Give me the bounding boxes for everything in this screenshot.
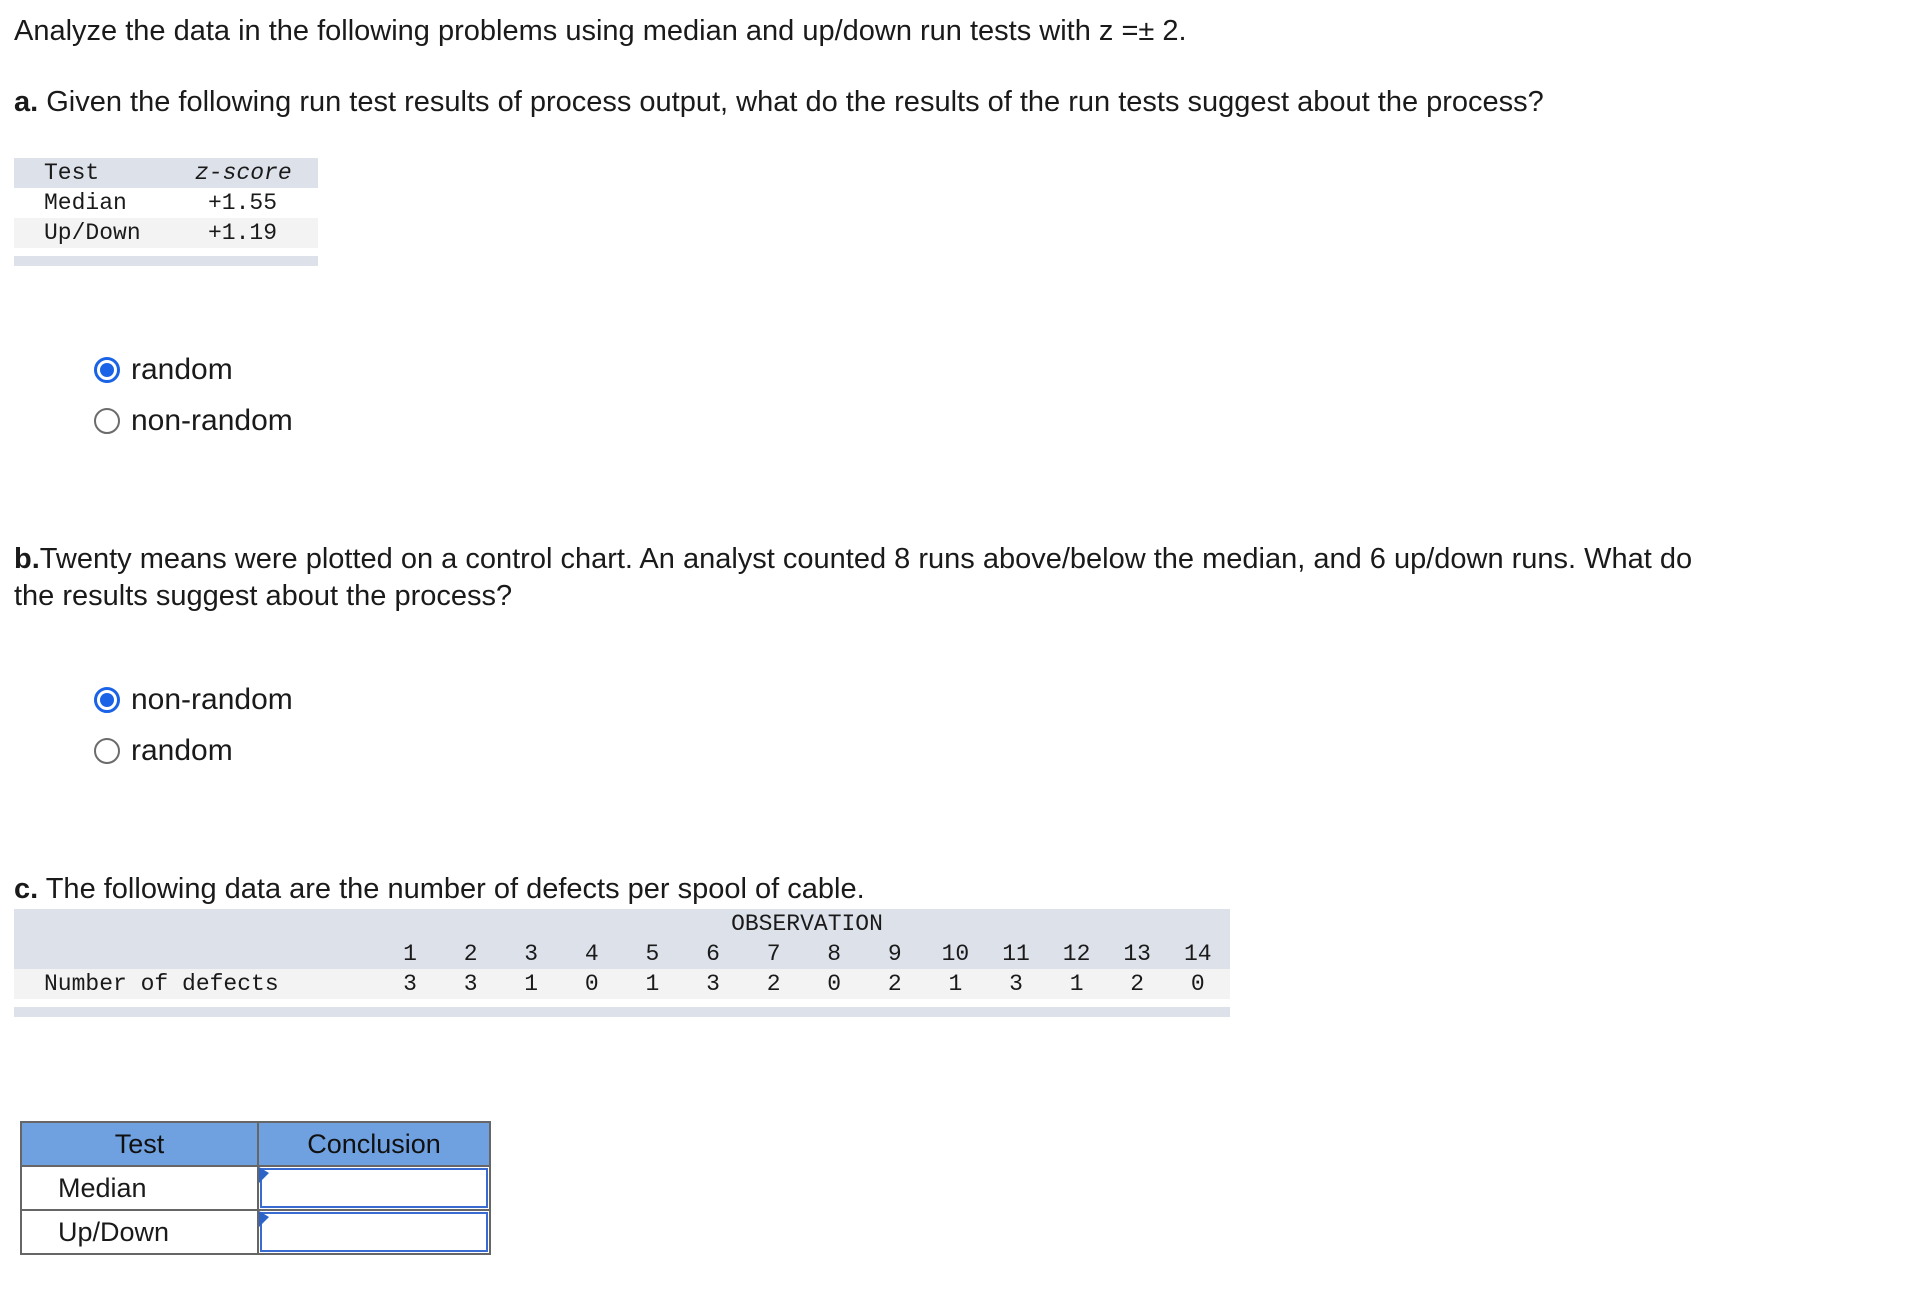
header-test: Test	[21, 1122, 258, 1166]
radio-option-non-random[interactable]	[94, 399, 293, 443]
row-test: Up/Down	[44, 220, 141, 246]
observation-number: 1	[403, 941, 417, 967]
conclusion-select[interactable]	[260, 1212, 488, 1252]
observation-number: 7	[766, 941, 781, 967]
defect-count: 1	[1069, 971, 1084, 997]
observation-number: 14	[1183, 941, 1212, 967]
observation-number: 5	[645, 941, 660, 967]
radio-option-random[interactable]	[94, 348, 293, 392]
table-row	[14, 218, 318, 248]
radio-label: non-random	[131, 404, 293, 437]
dropdown-marker-icon	[259, 1211, 269, 1227]
defect-count: 1	[948, 971, 963, 997]
observation-number: 8	[827, 941, 842, 967]
header-conclusion: Conclusion	[258, 1122, 490, 1166]
defect-count: 3	[403, 971, 417, 997]
defect-count: 0	[1190, 971, 1205, 997]
group-header-observation: OBSERVATION	[731, 911, 883, 937]
group-header-row	[14, 909, 1230, 939]
part-b-text: Twenty means were plotted on a control chart. An analyst counted 8 runs above/below the median, and 6 up/down runs. What do	[39, 543, 1693, 575]
part-b-options	[94, 678, 293, 773]
part-c-table	[14, 909, 1230, 1017]
part-a-question	[14, 84, 1544, 120]
observation-number: 11	[1002, 941, 1030, 967]
defect-count: 0	[584, 971, 599, 997]
radio-label: non-random	[131, 683, 293, 716]
part-b-label: b.	[14, 543, 40, 575]
table-row	[21, 1166, 490, 1210]
defect-count: 0	[827, 971, 842, 997]
row-z-score: +1.55	[208, 190, 278, 216]
header-test: Test	[44, 160, 100, 186]
defect-count: 1	[524, 971, 539, 997]
radio-option-random[interactable]	[94, 729, 293, 773]
observation-number: 3	[524, 941, 539, 967]
radio-label: random	[131, 353, 233, 386]
part-c-label: c.	[14, 873, 39, 905]
radio-unselected-icon[interactable]	[94, 738, 120, 764]
defect-count: 2	[1130, 971, 1145, 997]
row-z-score: +1.19	[208, 220, 278, 246]
radio-unselected-icon[interactable]	[94, 408, 120, 434]
defect-count: 1	[645, 971, 660, 997]
part-a-options	[94, 348, 293, 443]
conclusion-dropdown-median[interactable]	[258, 1166, 490, 1210]
part-a-text: Given the following run test results of process output, what do the results of the run tests suggest about the process?	[38, 86, 1544, 118]
defect-count: 2	[766, 971, 781, 997]
part-a-label: a.	[14, 86, 39, 118]
defects-row	[14, 969, 1230, 999]
observation-number: 4	[584, 941, 599, 967]
defect-count: 3	[706, 971, 720, 997]
observation-number: 13	[1123, 941, 1151, 967]
header-z-score: z-score	[195, 160, 292, 186]
part-b-question-line1	[14, 541, 1692, 577]
observation-number: 9	[887, 941, 902, 967]
table-header-row	[14, 158, 318, 188]
answer-header-row	[21, 1122, 490, 1166]
observation-number: 12	[1062, 941, 1091, 967]
test-up-down: Up/Down	[21, 1210, 258, 1254]
table-row	[14, 188, 318, 218]
radio-label: random	[131, 734, 233, 767]
observation-number-row	[14, 939, 1230, 969]
conclusion-dropdown-up-down[interactable]	[258, 1210, 490, 1254]
part-a-table	[14, 158, 318, 266]
defect-count: 3	[1009, 971, 1023, 997]
table-row	[21, 1210, 490, 1254]
observation-number: 10	[941, 941, 970, 967]
table-footer-bar	[14, 1007, 1230, 1017]
radio-selected-icon[interactable]	[94, 357, 120, 383]
answer-table	[20, 1121, 491, 1255]
conclusion-select[interactable]	[260, 1168, 488, 1208]
instructions: Analyze the data in the following problems using median and up/down run tests with z =± 2.	[14, 15, 1187, 47]
defect-count: 3	[463, 971, 478, 997]
test-median: Median	[21, 1166, 258, 1210]
dropdown-marker-icon	[259, 1167, 269, 1183]
row-test: Median	[44, 190, 127, 216]
radio-option-non-random[interactable]	[94, 678, 293, 722]
defect-count: 2	[887, 971, 902, 997]
part-b-question-line2: the results suggest about the process?	[14, 580, 513, 612]
row-label: Number of defects	[44, 971, 279, 997]
radio-selected-icon[interactable]	[94, 687, 120, 713]
observation-number: 6	[706, 941, 720, 967]
observation-number: 2	[463, 941, 478, 967]
part-c-text: The following data are the number of defects per spool of cable.	[38, 873, 865, 905]
part-c-question	[14, 871, 865, 907]
table-footer-bar	[14, 256, 318, 266]
